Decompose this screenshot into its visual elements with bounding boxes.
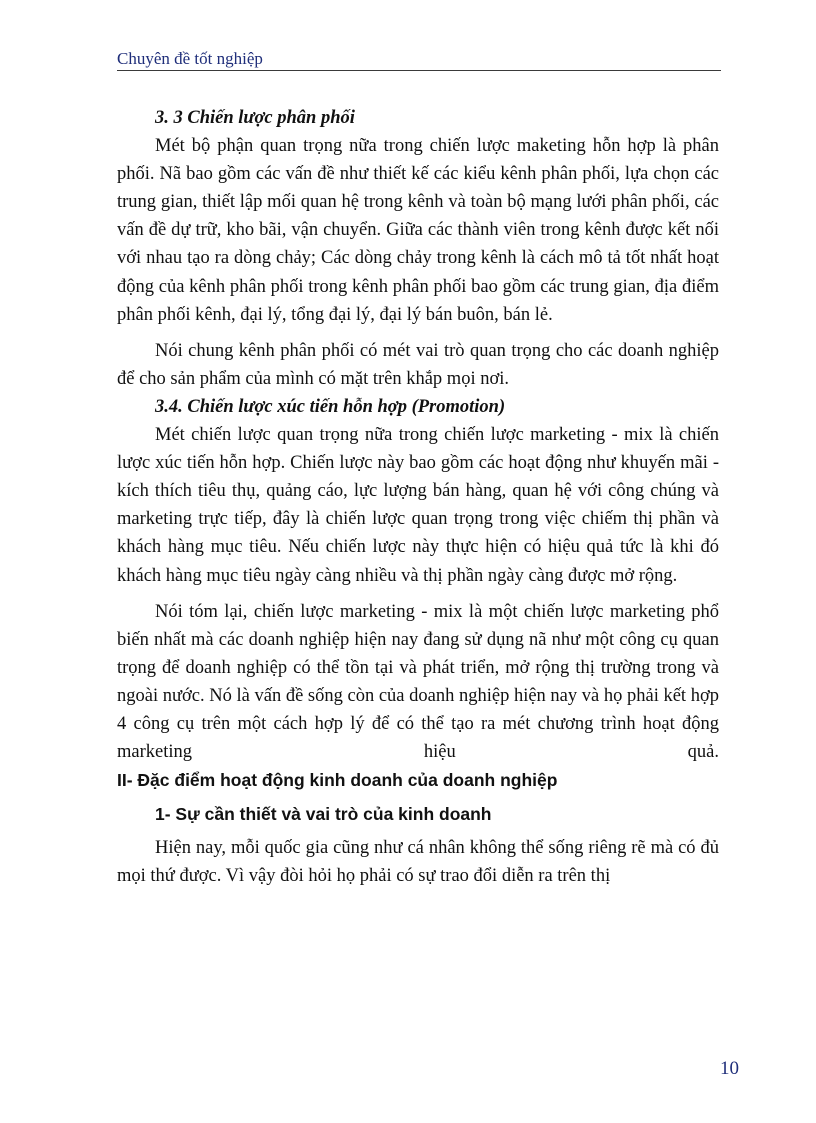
header-divider bbox=[117, 70, 721, 71]
paragraph-conclusion: Nói tóm lại, chiến lược marketing - mix là một chiến lược marketing phổ biến nhất mà các doanh nghiệp hiện nay đang sử dụng nã như một công cụ quan trọng để doanh nghiệp có thể tồn tại và phát triển, mở rộng thị trường trong và ngoài nước. Nó là vấn đề sống còn của doanh nghiệp hiện nay và họ phải kết hợp 4 công cụ trên một cách hợp lý để có thể tạo ra mét chương trình hoạt động marketing hiệu quả. bbox=[117, 601, 719, 763]
section-heading-II: II- Đặc điểm hoạt động kinh doanh của doanh nghiệp bbox=[117, 770, 558, 791]
section-heading-3-4: 3.4. Chiến lược xúc tiến hỗn hợp (Promotion) bbox=[155, 396, 506, 417]
page-number: 10 bbox=[720, 1058, 739, 1079]
paragraph-distribution: Mét bộ phận quan trọng nữa trong chiến lược maketing hỗn hợp là phân phối. Nã bao gồm các vấn đề như thiết kế các kiểu kênh phân phối, lựa chọn các trung gian, thiết lập mối quan hệ trong kênh và toàn bộ mạng lưới phân phối, các vấn đề dự trữ, kho bãi, vận chuyển. Giữa các thành viên trong kênh được kết nối với nhau tạo ra dòng chảy; Các dòng chảy trong kênh là cách mô tả tốt nhất hoạt động của kênh phân phối trong kênh phân phối bao gồm các trung gian, địa điểm phân phối kênh, đại lý, tổng đại lý, đại lý bán buôn, bán lẻ. bbox=[117, 136, 719, 325]
header-title: Chuyên đề tốt nghiệp bbox=[117, 49, 263, 68]
paragraph-distribution-summary: Nói chung kênh phân phối có mét vai trò quan trọng cho các doanh nghiệp để cho sản phẩm của mình có mặt trên khắp mọi nơi. bbox=[117, 340, 719, 389]
paragraph-business-necessity: Hiện nay, mỗi quốc gia cũng như cá nhân không thể sống riêng rẽ mà có đủ mọi thứ được. Vì vậy đòi hỏi họ phải có sự trao đổi diễn ra trên thị bbox=[117, 838, 719, 887]
page-body bbox=[117, 104, 719, 891]
paragraph-promotion: Mét chiến lược quan trọng nữa trong chiến lược marketing - mix là chiến lược xúc tiến hỗn hợp. Chiến lược này bao gồm các hoạt động như khuyến mãi - kích thích tiêu thụ, quảng cáo, lực lượng bán hàng, quan hệ với công chúng và marketing trực tiếp, đây là chiến lược quan trọng trong việc chiếm thị phần và khách hàng mục tiêu. Nếu chiến lược này thực hiện có hiệu quả tức là khi đó khách hàng mục tiêu ngày càng nhiều và thị phần ngày càng được mở rộng. bbox=[117, 425, 719, 586]
section-heading-1: 1- Sự cần thiết và vai trò của kinh doanh bbox=[155, 804, 492, 825]
section-heading-3-3: 3. 3 Chiến lược phân phối bbox=[155, 108, 355, 128]
